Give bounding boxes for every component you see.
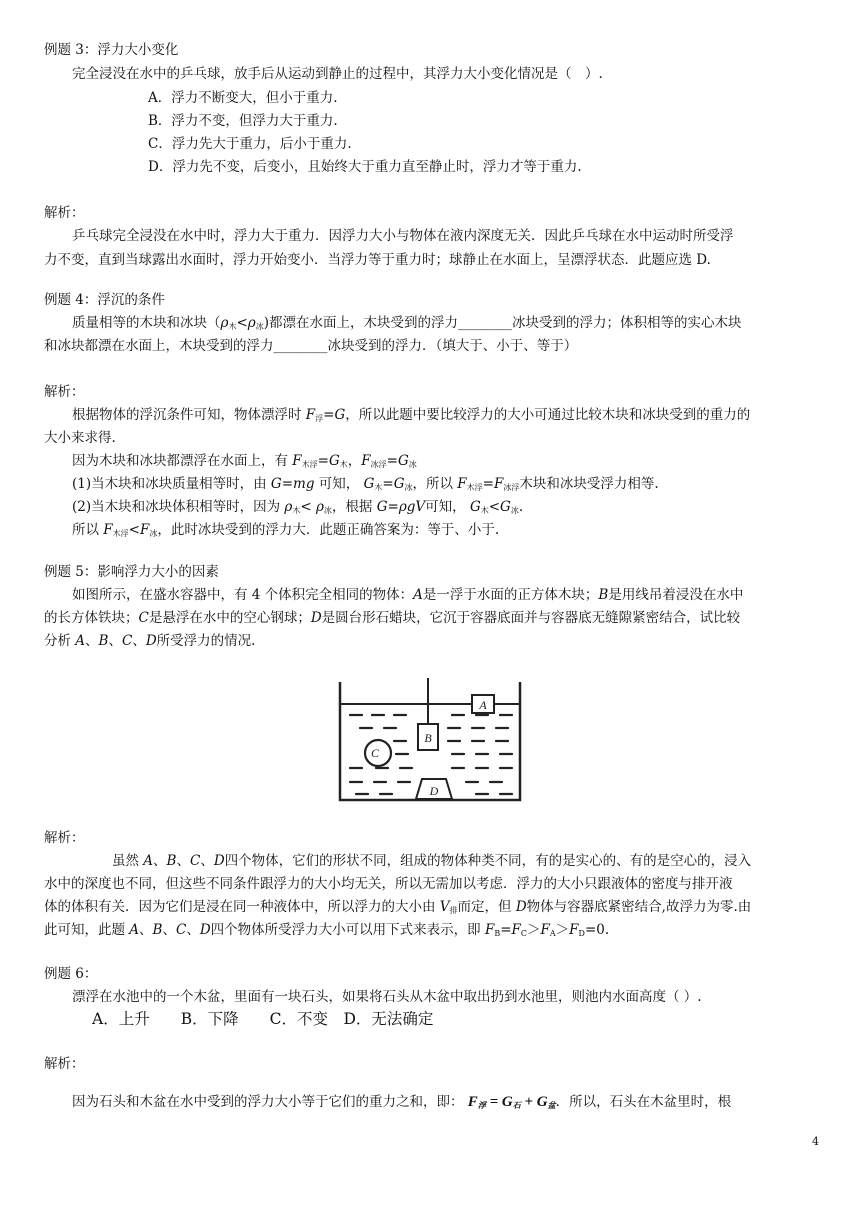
- ex3-analysis-label: 解析：: [44, 205, 85, 221]
- figure-label-c: C: [370, 746, 380, 760]
- ex5-analysis-label: 解析：: [44, 830, 85, 846]
- ex5-question-line-2: 的长方体铁块；C是悬浮在水中的空心钢球；D是圆台形石蜡块，它沉于容器底面并与容器底无缝隙紧密结合，试比较: [44, 610, 741, 626]
- ex5-analysis-line-1: 虽然 A、B、C、D四个物体，它们的形状不同，组成的物体种类不同，有的是实心的、有的是空心的，浸入: [112, 853, 752, 869]
- ex5-analysis-line-3: 体的体积有关．因为它们是浸在同一种液体中，所以浮力的大小由 $V_排$而定，但 D物体与容器底紧密结合,故浮力为零.由: [44, 899, 752, 915]
- ex5-title: 例题 5：影响浮力大小的因素: [44, 564, 219, 580]
- ex6-analysis-line-1: 因为石头和木盆在水中受到的浮力大小等于它们的重力之和，即： $F_浮 = G_石 + G_盆$．所以，石头在木盆里时，根: [72, 1094, 732, 1110]
- ex3-option-a: A．浮力不断变大，但小于重力.: [148, 90, 338, 106]
- ex6-title: 例题 6：: [44, 966, 98, 982]
- ex4-analysis-line-6: 所以 $F_{木浮}<F_冰$，此时冰块受到的浮力大．此题正确答案为：等于、小于.: [72, 522, 500, 538]
- buoyancy-container-figure: [336, 678, 526, 806]
- ex5-analysis-line-4: 此可知，此题 A、B、C、D四个物体所受浮力大小可以用下式来表示，即 $F_B=F_C>F_A>F_D=0$.: [44, 922, 610, 938]
- figure-label-b: B: [424, 731, 432, 745]
- ex3-analysis-line-2: 力不变，直到当球露出水面时，浮力开始变小．当浮力等于重力时；球静止在水面上，呈漂浮状态．此题应选 D.: [44, 252, 711, 268]
- ex5-analysis-line-2: 水中的深度也不同，但这些不同条件跟浮力的大小均无关，所以无需加以考虑．浮力的大小只跟液体的密度与排开液: [44, 876, 733, 892]
- ex3-option-d: D．浮力先不变，后变小，且始终大于重力直至静止时，浮力才等于重力.: [148, 159, 582, 175]
- ex3-analysis-line-1: 乒乓球完全浸没在水中时，浮力大于重力．因浮力大小与物体在液内深度无关．因此乒乓球在水中运动时所受浮: [72, 228, 734, 244]
- ex5-question-line-3: 分析 A、B、C、D所受浮力的情况.: [44, 633, 256, 649]
- buoyancy-formula: $F_浮 = G_石 + G_盆$: [467, 1094, 556, 1110]
- ex4-analysis-line-4: (1)当木块和冰块质量相等时，由 G=mg 可知， $G_木=G_冰$，所以 $F_{木浮}=F_{冰浮}$木块和冰块受浮力相等.: [72, 476, 659, 492]
- ex4-title: 例题 4：浮沉的条件: [44, 292, 165, 308]
- page-number: 4: [812, 1135, 819, 1148]
- ex6-options: A．上升 B．下降 C．不变 D．无法确定: [92, 1010, 434, 1028]
- ex4-analysis-line-1: 根据物体的浮沉条件可知，物体漂浮时 $F_浮=G$，所以此题中要比较浮力的大小可通过比较木块和冰块受到的重力的: [72, 407, 751, 423]
- ex3-title: 例题 3：浮力大小变化: [44, 42, 179, 58]
- ex4-analysis-line-3: 因为木块和冰块都漂浮在水面上，有 $F_{木浮}=G_木$，$F_{冰浮}=G_冰$: [72, 453, 417, 469]
- ex4-analysis-line-2: 大小来求得.: [44, 430, 116, 446]
- ex5-question-line-1: 如图所示，在盛水容器中，有 4 个体积完全相同的物体：A是一浮于水面的正方体木块；B是用线吊着浸没在水中: [72, 587, 744, 603]
- ex3-option-c: C．浮力先大于重力，后小于重力.: [148, 136, 352, 152]
- ex3-question: 完全浸没在水中的乒乓球，放手后从运动到静止的过程中，其浮力大小变化情况是（ ）.: [72, 66, 603, 82]
- figure-label-d: D: [429, 784, 439, 798]
- ex4-question-line-2: 和冰块都漂在水面上，木块受到的浮力________冰块受到的浮力．（填大于、小于、等于）: [44, 338, 578, 354]
- ex6-analysis-label: 解析：: [44, 1056, 85, 1072]
- ex4-analysis-line-5: (2)当木块和冰块体积相等时，因为 $\rho_木< \rho_冰$，根据 G=ρgV可知， $G_木<G_冰$.: [72, 499, 524, 515]
- ex3-option-b: B．浮力不变，但浮力大于重力.: [148, 113, 338, 129]
- ex4-question-line-1: 质量相等的木块和冰块$(\rho_木<\rho_冰)$都漂在水面上，木块受到的浮力________冰块受到的浮力；体积相等的实心木块: [72, 315, 742, 331]
- ex4-analysis-label: 解析：: [44, 384, 85, 400]
- figure-label-a: A: [479, 698, 487, 712]
- ex6-question: 漂浮在水池中的一个木盆，里面有一块石头，如果将石头从木盆中取出扔到水池里，则池内水面高度（ ）.: [72, 989, 702, 1005]
